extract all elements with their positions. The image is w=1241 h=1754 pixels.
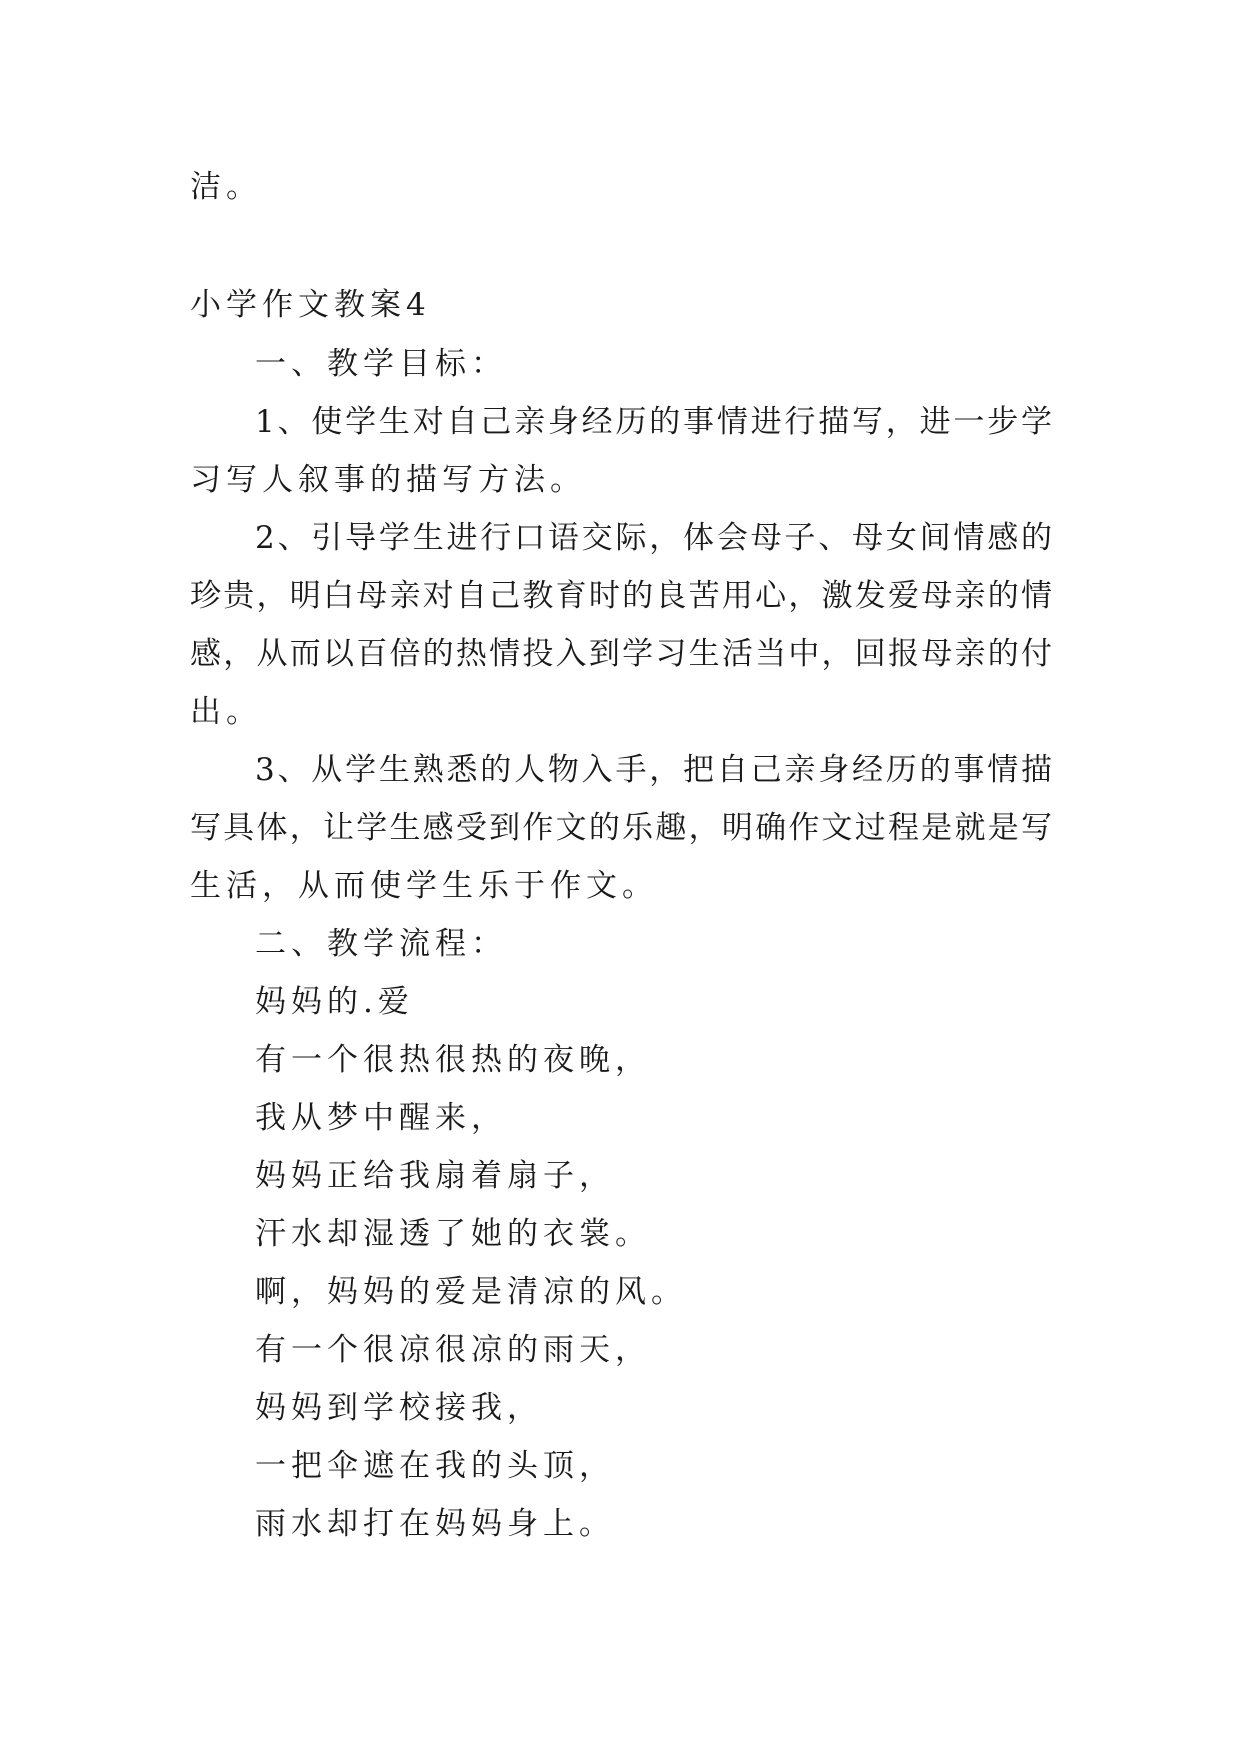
poem-line: 我从梦中醒来，: [255, 1100, 507, 1136]
poem-line: 啊，妈妈的爱是清凉的风。: [255, 1274, 687, 1310]
paragraph-line: 珍贵，明白母亲对自己教育时的良苦用心，激发爱母亲的情: [190, 578, 1052, 614]
heading-teaching-goals: 一、教学目标：: [255, 346, 507, 382]
paragraph-line: 2、引导学生进行口语交际，体会母子、母女间情感的: [255, 520, 1052, 556]
poem-line: 雨水却打在妈妈身上。: [255, 1506, 615, 1542]
paragraph-line: 写具体，让学生感受到作文的乐趣，明确作文过程是就是写: [190, 810, 1052, 846]
poem-line: 一把伞遮在我的头顶，: [255, 1448, 615, 1484]
paragraph-line: 1、使学生对自己亲身经历的事情进行描写，进一步学: [255, 404, 1052, 440]
paragraph-line: 习写人叙事的描写方法。: [190, 462, 586, 498]
poem-line: 妈妈到学校接我，: [255, 1390, 543, 1426]
paragraph-line: 3、从学生熟悉的人物入手，把自己亲身经历的事情描: [255, 752, 1052, 788]
poem-line: 有一个很热很热的夜晚，: [255, 1042, 651, 1078]
paragraph-line: 出。: [190, 694, 262, 730]
paragraph-line: 感，从而以百倍的热情投入到学习生活当中，回报母亲的付: [190, 636, 1052, 672]
section-title: 小学作文教案4: [190, 287, 431, 323]
poem-line: 有一个很凉很凉的雨天，: [255, 1332, 651, 1368]
poem-line: 妈妈正给我扇着扇子，: [255, 1158, 615, 1194]
paragraph-line: 洁。: [190, 169, 262, 205]
poem-line: 汗水却湿透了她的衣裳。: [255, 1216, 651, 1252]
heading-teaching-process: 二、教学流程：: [255, 926, 507, 962]
poem-title: 妈妈的.爱: [255, 984, 414, 1020]
paragraph-line: 生活，从而使学生乐于作文。: [190, 868, 658, 904]
